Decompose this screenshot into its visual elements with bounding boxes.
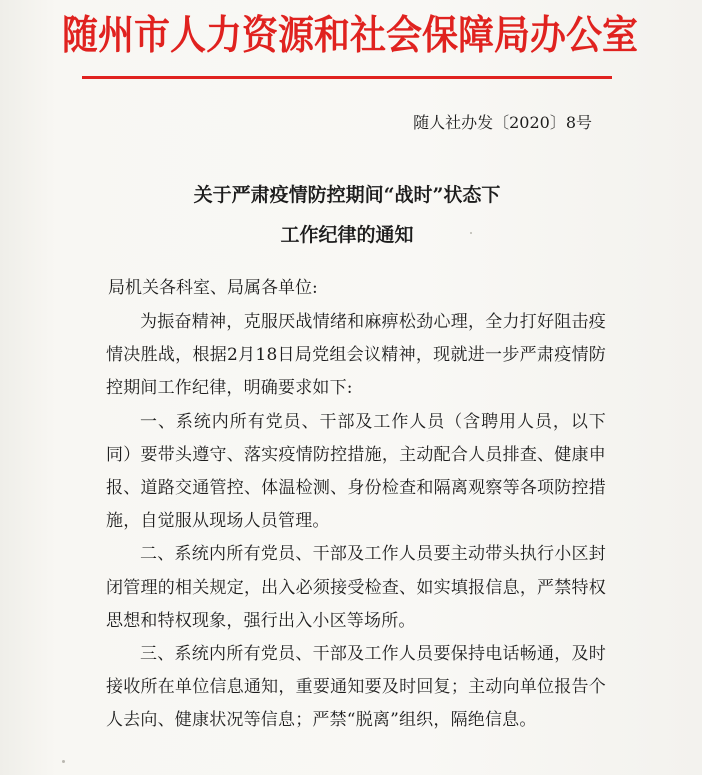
paragraph-item-2: 二、系统内所有党员、干部及工作人员要主动带头执行小区封闭管理的相关规定，出入必须接受检查、如实填报信息，严禁特权思想和特权现象，强行出入小区等场所。 <box>106 544 606 631</box>
notice-title-line-2: 工作纪律的通知 <box>280 224 414 246</box>
scan-speck <box>62 760 65 763</box>
paragraph-item-1: 一、系统内所有党员、干部及工作人员（含聘用人员，以下同）要带头遵守、落实疫情防控措施，主动配合人员排查、健康申报、道路交通管控、体温检测、身份检查和隔离观察等各项防控措施，自觉服从现场人员管理。 <box>106 411 606 532</box>
salutation: 局机关各科室、局属各单位: <box>108 278 318 298</box>
notice-title-line-1: 关于严肃疫情防控期间“战时”状态下 <box>193 184 501 206</box>
document-number: 随人社办发〔2020〕8号 <box>413 113 592 132</box>
org-header-title: 随州市人力资源和社会保障局办公室 <box>61 13 638 59</box>
notice-body <box>106 306 606 738</box>
scan-speck <box>470 232 472 234</box>
paragraph-item-3: 三、系统内所有党员、干部及工作人员要保持电话畅通，及时接收所在单位信息通知，重要通知要及时回复；主动向单位报告个人去向、健康状况等信息；严禁“脱离”组织，隔绝信息。 <box>106 644 606 731</box>
red-header-rule <box>82 76 612 79</box>
paragraph-intro: 为振奋精神，克服厌战情绪和麻痹松劲心理，全力打好阻击疫情决胜战，根据2月18日局党组会议精神，现就进一步严肃疫情防控期间工作纪律，明确要求如下: <box>106 312 606 399</box>
